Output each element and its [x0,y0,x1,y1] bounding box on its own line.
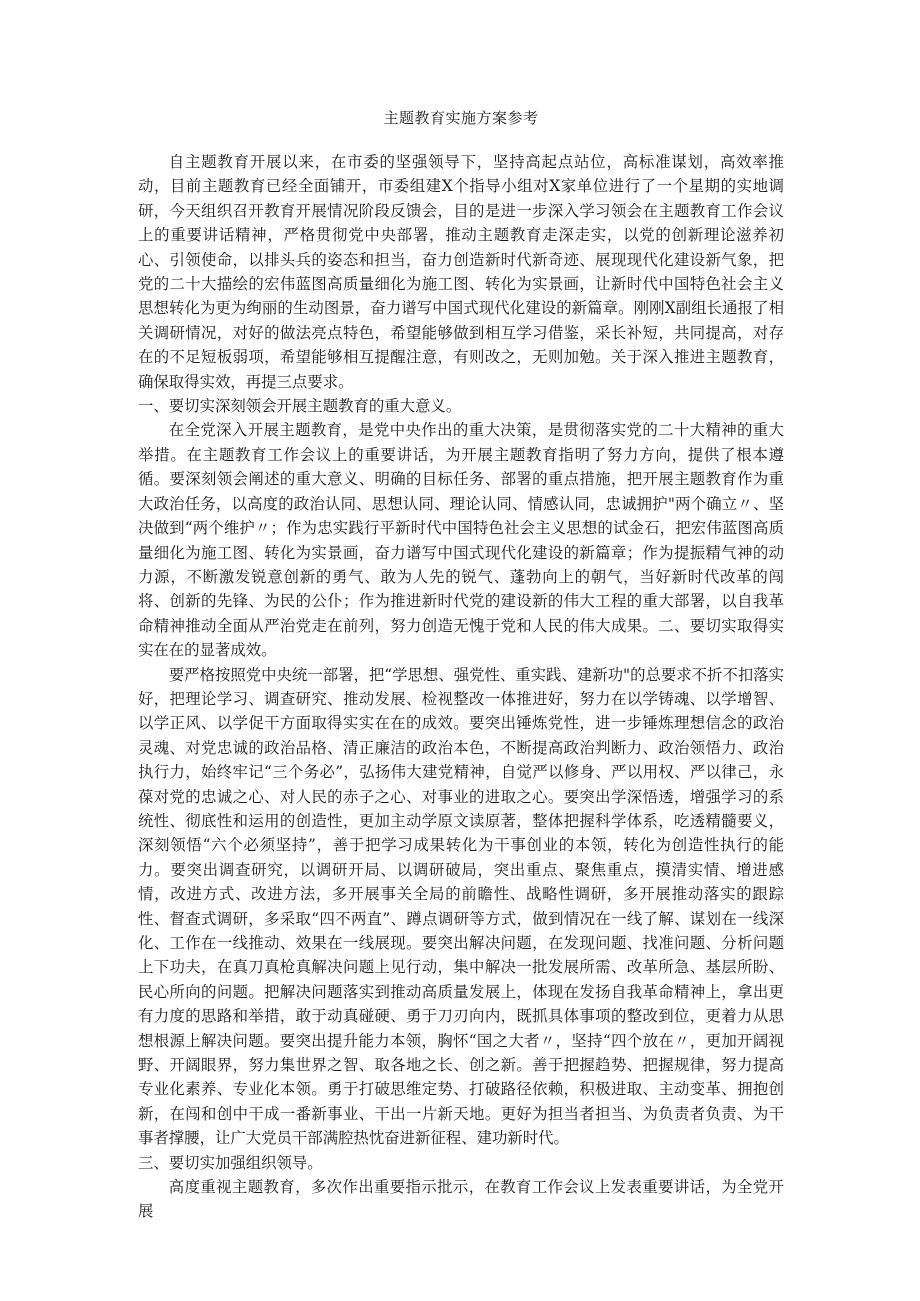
section-3-paragraph: 高度重视主题教育，多次作出重要指示批示，在教育工作会议上发表重要讲话，为全党开展 [138,1178,784,1221]
document-page [138,108,784,1224]
section-1-paragraph: 在全党深入开展主题教育，是党中央作出的重大决策，是贯彻落实党的二十大精神的重大举措。在主题教育工作会议上的重要讲话，为开展主题教育指明了努力方向，提供了根本遵循。要深刻领会阐述的重大意义、明确的目标任务、部署的重点措施，把开展主题教育作为重大政治任务，以高度的政治认同、思想认同、理论认同、情感认同，忠诚拥护"两个确立〃、坚决做到“两个维护〃；作为忠实践行平新时代中国特色社会主义思想的试金石，把宏伟蓝图高质量细化为施工图、转化为实景画，奋力谱写中国式现代化建设的新篇章；作为提振精气神的动力源，不断激发锐意创新的勇气、敢为人先的锐气、蓬勃向上的朝气，当好新时代改革的闯将、创新的先锋、为民的公仆；作为推进新时代党的建设新的伟大工程的重大部署，以自我革命精神推动全面从严治党走在前列，努力创造无愧于党和人民的伟大成果。二、要切实取得实实在在的显著成效。 [138,421,784,660]
section-heading-3: 三、要切实加强组织领导。 [138,1153,323,1172]
intro-paragraph: 自主题教育开展以来，在市委的坚强领导下，坚持高起点站位，高标准谋划，高效率推动，目前主题教育已经全面铺开，市委组建X个指导小组对X家单位进行了一个星期的实地调研，今天组织召开教育开展情况阶段反馈会，目的是进一步深入学习领会在主题教育工作会议上的重要讲话精神，严格贯彻党中央部署，推动主题教育走深走实，以党的创新理论滋养初心、引领使命，以排头兵的姿态和担当，奋力创造新时代新奇迹、展现现代化建设新气象，把党的二十大描绘的宏伟蓝图高质量细化为施工图、转化为实景画，让新时代中国特色社会主义思想转化为更为绚丽的生动图景，奋力谱写中国式现代化建设的新篇章。刚刚X副组长通报了相关调研情况，对好的做法亮点特色，希望能够做到相互学习借鉴，采长补短，共同提高，对存在的不足短板弱项，希望能够相互提醒注意，有则改之，无则加勉。关于深入推进主题教育，确保取得实效，再提三点要求。 [138,153,784,391]
section-2-paragraph: 要严格按照党中央统一部署，把“学思想、强党性、重实践、建新功"的总要求不折不扣落实好，把理论学习、调查研究、推动发展、检视整改一体推进好，努力在以学铸魂、以学增智、以学正风、以学促干方面取得实实在在的成效。要突出锤炼党性，进一步锤炼理想信念的政治灵魂、对党忠诚的政治品格、清正廉洁的政治本色，不断提高政治判断力、政治领悟力、政治执行力，始终牢记“三个务必”，弘扬伟大建党精神，自觉严以修身、严以用权、严以律己，永葆对党的忠诚之心、对人民的赤子之心、对事业的进取之心。要突出学深悟透，增强学习的系统性、彻底性和运用的创造性，更加主动学原文读原著，整体把握科学体系，吃透精髓要义，深刻领悟“六个必须坚持”，善于把学习成果转化为干事创业的本领，转化为创造性执行的能力。要突出调查研究，以调研开局、以调研破局，突出重点、聚焦重点，摸清实情、增进感情，改进方式、改进方法，多开展事关全局的前瞻性、战略性调研，多开展推动落实的跟踪性、督查式调研，多采取“四不两直”、蹲点调研等方式，做到情况在一线了解、谋划在一线深化、工作在一线推动、效果在一线展现。要突出解决问题，在发现问题、找准问题、分析问题上下功夫，在真刀真枪真解决问题上见行动，集中解决一批发展所需、改革所急、基层所盼、民心所向的问题。把解决问题落实到推动高质量发展上，体现在发扬自我革命精神上，拿出更有力度的思路和举措，敢于动真碰硬、勇于刀刃向内，既抓具体事项的整改到位，更着力从思想根源上解决问题。要突出提升能力本领，胸怀“国之大者〃，坚持“四个放在〃，更加开阔视野、开阔眼界，努力集世界之智、取各地之长、创之新。善于把握趋势、把握规律，努力提高专业化素养、专业化本领。勇于打破思维定势、打破路径依赖，积极进取、主动变革、拥抱创新，在闯和创中干成一番新事业、干出一片新天地。更好为担当者担当、为负责者负责、为干事者撑腰，让广大党员干部满腔热忱奋进新征程、建功新时代。 [138,665,784,1148]
document-title: 主题教育实施方案参考 [383,109,539,127]
section-heading-1: 一、要切实深刻领会开展主题教育的重大意义。 [138,397,462,416]
